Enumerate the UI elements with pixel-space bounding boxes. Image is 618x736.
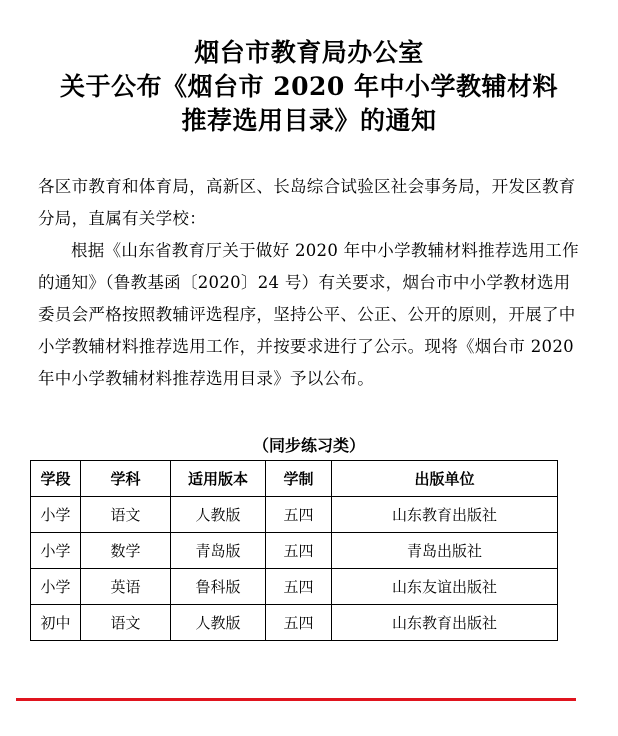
cell-edition: 人教版	[171, 497, 266, 533]
cell-stage: 初中	[31, 605, 81, 641]
title-line-2: 关于公布《烟台市 2020 年中小学教辅材料	[60, 72, 558, 101]
title-line-3: 推荐选用目录》的通知	[181, 106, 437, 135]
cell-stage: 小学	[31, 497, 81, 533]
cell-system: 五四	[266, 533, 332, 569]
salutation: 各区市教育和体育局，高新区、长岛综合试验区社会事务局，开发区教育分局，直属有关学校：	[38, 177, 576, 228]
cell-publisher: 山东友谊出版社	[332, 569, 558, 605]
header-stage: 学段	[31, 461, 81, 497]
table-row	[31, 497, 558, 533]
body-paragraph: 根据《山东省教育厅关于做好 2020 年中小学教辅材料推荐选用工作的通知》（鲁教基函〔2020〕24 号）有关要求，烟台市中小学教材选用委员会严格按照教辅评选程序，坚持公平、公正、公开的原则，开展了中小学教辅材料推荐选用工作，并按要求进行了公示。现将《烟台市 2020 年中小学教辅材料推荐选用目录》予以公布。	[38, 241, 579, 388]
cell-publisher: 青岛出版社	[332, 533, 558, 569]
table-caption: （同步练习类）	[252, 436, 365, 455]
table-row	[31, 605, 558, 641]
cell-stage: 小学	[31, 569, 81, 605]
cell-edition: 人教版	[171, 605, 266, 641]
table-row	[31, 569, 558, 605]
header-edition: 适用版本	[171, 461, 266, 497]
cell-system: 五四	[266, 497, 332, 533]
cell-system: 五四	[266, 569, 332, 605]
header-subject: 学科	[81, 461, 171, 497]
cell-edition: 鲁科版	[171, 569, 266, 605]
cell-stage: 小学	[31, 533, 81, 569]
catalog-table	[30, 460, 558, 641]
cell-subject: 英语	[81, 569, 171, 605]
cell-publisher: 山东教育出版社	[332, 497, 558, 533]
table-header-row	[31, 461, 558, 497]
cell-system: 五四	[266, 605, 332, 641]
cell-publisher: 山东教育出版社	[332, 605, 558, 641]
cell-subject: 语文	[81, 497, 171, 533]
red-rule-line	[16, 698, 576, 701]
title-line-1: 烟台市教育局办公室	[194, 38, 424, 67]
cell-subject: 数学	[81, 533, 171, 569]
header-publisher: 出版单位	[332, 461, 558, 497]
cell-edition: 青岛版	[171, 533, 266, 569]
cell-subject: 语文	[81, 605, 171, 641]
header-system: 学制	[266, 461, 332, 497]
table-row	[31, 533, 558, 569]
